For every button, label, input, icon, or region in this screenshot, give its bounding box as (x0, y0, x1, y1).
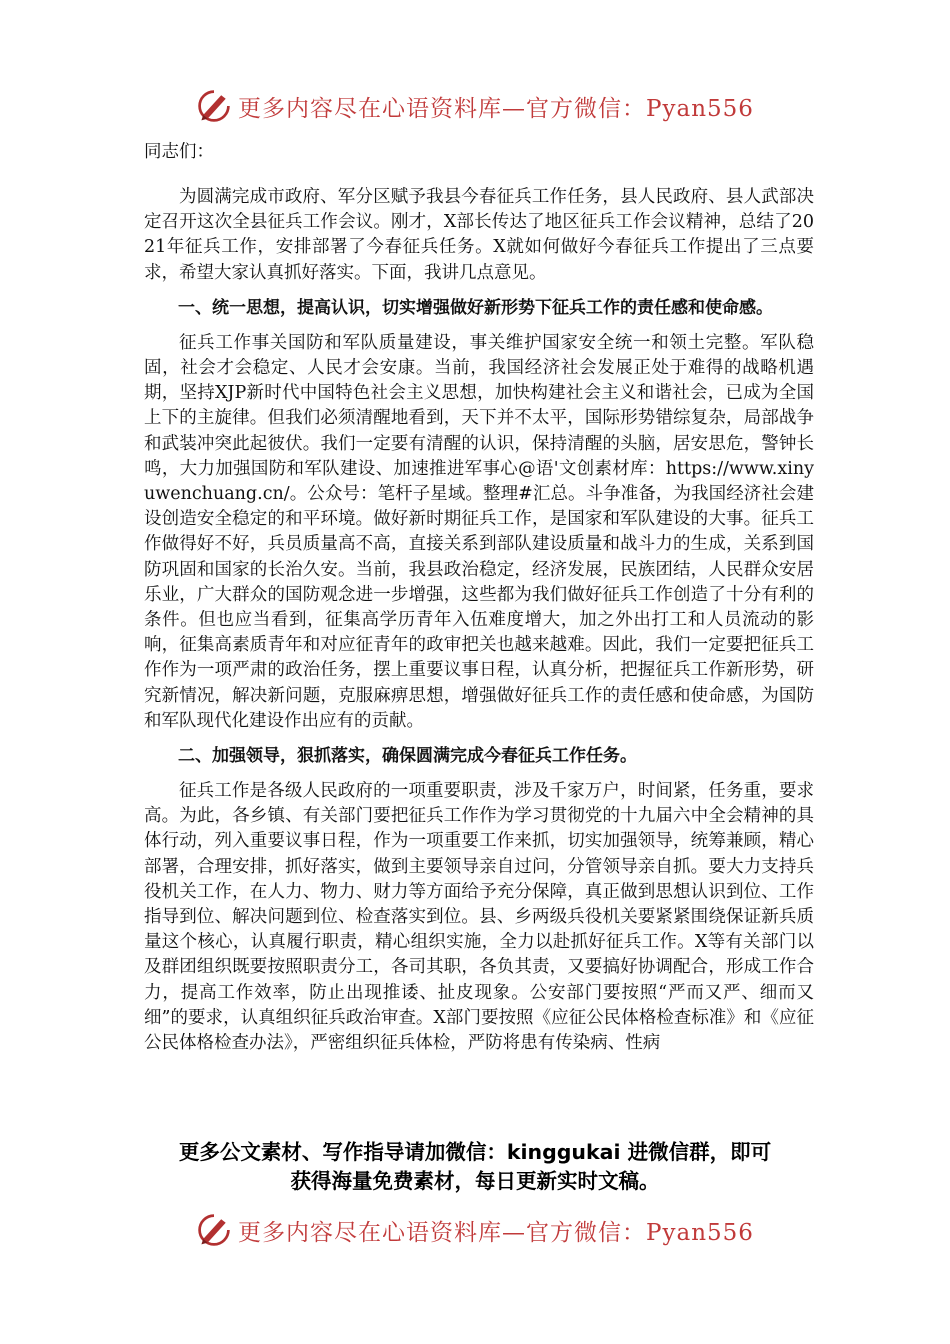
footer-banner-separator: — (502, 1219, 527, 1246)
greeting: 同志们： (144, 142, 214, 162)
section2-paragraph: 征兵工作是各级人民政府的一项重要职责，涉及千家万户，时间紧，任务重，要求高。为此，各乡镇、有关部门要把征兵工作作为学习贯彻党的十九届六中全会精神的具体行动，列入重要议事日程，作为一项重要工作来抓，切实加强领导，统筹兼顾，精心部署，合理安排，抓好落实，做到主要领导亲自过问，分管领导亲自抓。要大力支持兵役机关工作，在人力、物力、财力等方面给予充分保障，真正做到思想认识到位、工作指导到位、解决问题到位、检查落实到位。县、乡两级兵役机关要紧紧围绕保证新兵质量这个核心，认真履行职责，精心组织实施，全力以赴抓好征兵工作。X等有关部门以及群团组织既要按照职责分工，各司其职，各负其责，又要搞好协调配合，形成工作合力，提高工作效率，防止出现推诿、扯皮现象。公安部门要按照“严而又严、细而又细”的要求，认真组织征兵政治审查。X部门要按照《应征公民体格检查标准》和《应征公民体格检查办法》，严密组织征兵体检，严防将患有传染病、性病 (144, 781, 814, 1054)
cta-line-1: 更多公文素材、写作指导请加微信：kinggukai 进微信群，即可 (178, 1140, 772, 1164)
header-banner (0, 84, 950, 128)
pen-circle-logo-icon (196, 88, 232, 124)
section2-heading: 二、加强领导，狠抓落实，确保圆满完成今春征兵工作任务。 (178, 746, 637, 767)
footer-banner-contact: 官方微信：Pyan556 (526, 1219, 754, 1246)
cta-line-2: 获得海量免费素材，每日更新实时文稿。 (290, 1169, 660, 1193)
section1-heading: 一、统一思想，提高认识，切实增强做好新形势下征兵工作的责任感和使命感。 (178, 297, 773, 318)
wechat-cta (0, 1138, 950, 1196)
header-banner-contact: 官方微信：Pyan556 (526, 95, 754, 122)
header-banner-separator: — (502, 95, 527, 122)
footer-banner (0, 1208, 950, 1252)
intro-paragraph: 为圆满完成市政府、军分区赋予我县今春征兵工作任务，县人民政府、县人武部决定召开这次全县征兵工作会议。刚才，X部长传达了地区征兵工作会议精神，总结了2021年征兵工作，安排部署了今春征兵任务。X就如何做好今春征兵工作提出了三点要求，希望大家认真抓好落实。下面，我讲几点意见。 (144, 187, 814, 283)
pen-circle-logo-icon (196, 1212, 232, 1248)
header-banner-text (238, 90, 754, 123)
footer-banner-title: 更多内容尽在心语资料库 (238, 1219, 503, 1246)
footer-banner-text (238, 1214, 754, 1247)
document-body (144, 140, 814, 1066)
section1-paragraph: 征兵工作事关国防和军队质量建设，事关维护国家安全统一和领土完整。军队稳固，社会才会稳定、人民才会安康。当前，我国经济社会发展正处于难得的战略机遇期，坚持XJP新时代中国特色社会主义思想，加快构建社会主义和谐社会，已成为全国上下的主旋律。但我们必须清醒地看到，天下并不太平，国际形势错综复杂，局部战争和武装冲突此起彼伏。我们一定要有清醒的认识，保持清醒的头脑，居安思危，警钟长鸣，大力加强国防和军队建设、加速推进军事心@语'文创素材库：https://www.xinyuwenchuang.cn/。公众号：笔杆子星域。整理#汇总。斗争准备，为我国经济社会建设创造安全稳定的和平环境。做好新时期征兵工作，是国家和军队建设的大事。征兵工作做得好不好，兵员质量高不高，直接关系到部队建设质量和战斗力的生成，关系到国防巩固和国家的长治久安。当前，我县政治稳定，经济发展，民族团结，人民群众安居乐业，广大群众的国防观念进一步增强，这些都为我们做好征兵工作创造了十分有利的条件。但也应当看到，征集高学历青年入伍难度增大，加之外出打工和人员流动的影响，征集高素质青年和对应征青年的政审把关也越来越难。因此，我们一定要把征兵工作作为一项严肃的政治任务，摆上重要议事日程，认真分析，把握征兵工作新形势，研究新情况，解决新问题，克服麻痹思想，增强做好征兵工作的责任感和使命感，为国防和军队现代化建设作出应有的贡献。 (144, 332, 814, 731)
header-banner-title: 更多内容尽在心语资料库 (238, 95, 503, 122)
